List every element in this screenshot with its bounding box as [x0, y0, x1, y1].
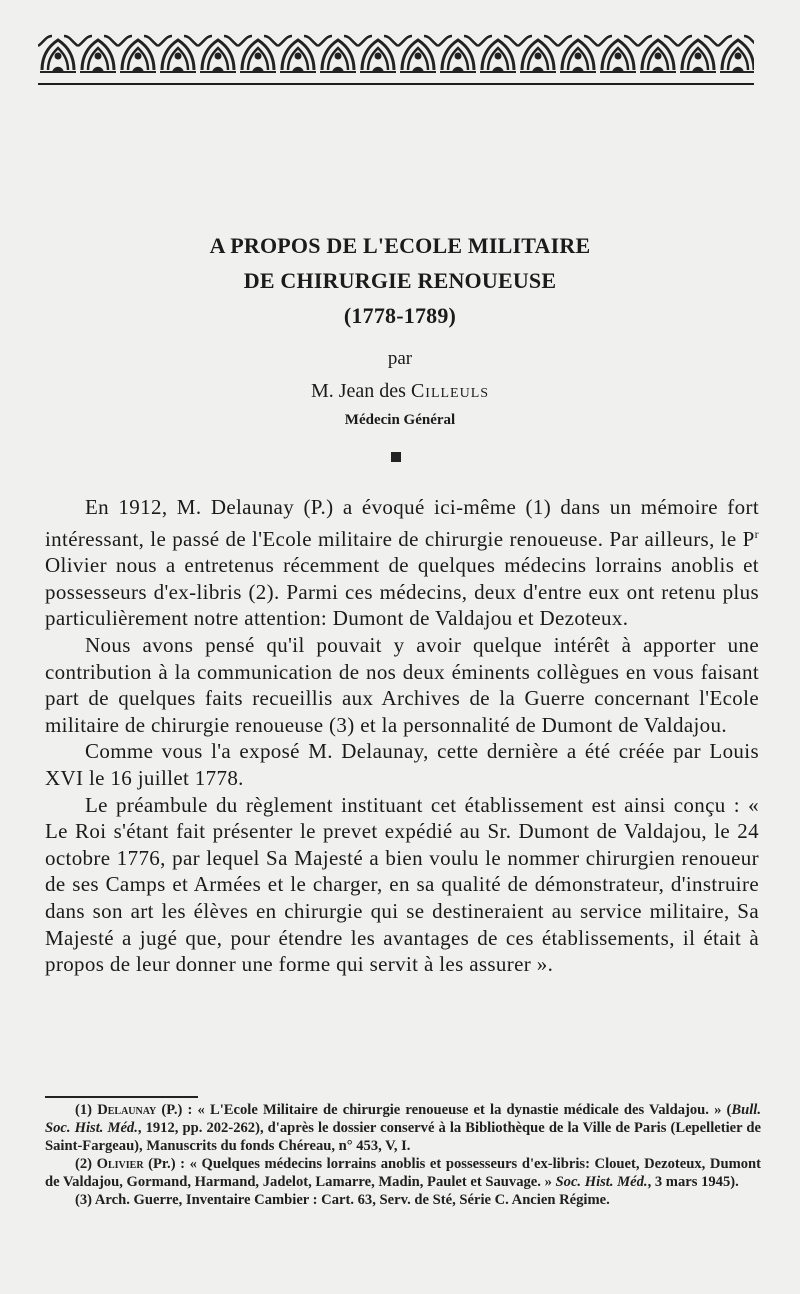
author-rank: Médecin Général: [344, 412, 456, 428]
author-surname: Cilleuls: [410, 380, 490, 402]
paragraph-1: En 1912, M. Delaunay (P.) a évoqué ici-même (1) dans un mémoire fort intéressant, le passé de l'Ecole militaire de chirurgie renoueuse. Par ailleurs, le $P^r$ Olivier nous a entretenus récemment de quelques médecins lorrains anoblis et possesseurs d'ex-libris (2). Parmi ces médecins, deux d'entre eux ont retenu plus particulièrement notre attention: Dumont de Valdajou et Dezoteux.: [45, 495, 759, 631]
article-body: [45, 494, 759, 978]
paragraph-4: Le préambule du règlement instituant cet établissement est ainsi conçu : « Le Roi s'étant fait présenter le prevet expédié au Sr. Dumont de Valdajou, le 24 octobre 1776, par lequel Sa Majesté a bien voulu le nommer chirurgien renoueur de ses Camps et Armées et le charger, en sa qualité de démonstrateur, d'instruire dans son art les élèves en chirurgie qui se destineraient au service militaire, Sa Majesté a jugé que, pour étendre les avantages de ces établissements, il était à propos de leur donner une forme qui servit à les assurer ».: [45, 792, 759, 977]
superscript: r: [754, 526, 759, 541]
author-prefix: M. Jean des: [310, 380, 411, 402]
header-rule: [38, 83, 754, 85]
separator-square-icon: [391, 452, 401, 462]
footnotes: [45, 1102, 761, 1209]
footnote-author: Olivier: [96, 1155, 144, 1172]
article-title-line-2: DE CHIRURGIE RENOUEUSE: [243, 268, 557, 293]
footnote-author: Delaunay: [97, 1102, 157, 1118]
author-name: [0, 380, 800, 403]
footnote-1: (1) Delaunay (P.) : « L'Ecole Militaire de chirurgie renoueuse et la dynastie médicale des Valdajou. » (Bull. Soc. Hist. Méd., 1912, pp. 202-262), d'après le dossier conservé à la Bibliothèque de la Ville de Paris (Lepelletier de Saint-Fargeau), Manuscrits du fonds Chéreau, n° 453, V, I.: [45, 1102, 762, 1154]
footnote-3: (3) Arch. Guerre, Inventaire Cambier : Cart. 63, Serv. de Sté, Série C. Ancien Régime.: [75, 1191, 610, 1208]
article-title-dates: (1778-1789): [343, 303, 457, 328]
paragraph-2: Nous avons pensé qu'il pouvait y avoir quelque intérêt à apporter une contribution à la communication de nos deux éminents collègues en vous faisant part de quelques faits recueillis aux Archives de la Guerre concernant l'Ecole militaire de chirurgie renoueuse (3) et la personnalité de Dumont de Valdajou.: [45, 632, 759, 737]
fleuron-border-ornament-icon: [38, 32, 754, 78]
byline: par: [387, 348, 413, 369]
paragraph-3: Comme vous l'a exposé M. Delaunay, cette dernière a été créée par Louis XVI le 16 juillet 1778.: [45, 739, 759, 790]
footnote-rule: [45, 1096, 198, 1098]
footnote-2: (2) Olivier (Pr.) : « Quelques médecins lorrains anoblis et possesseurs d'ex-libris: Clouet, Dezoteux, Dumont de Valdajou, Gormand, Harmand, Jadelot, Lamarre, Madin, Paulet et Sauvage. » Soc. Hist. Méd., 3 mars 1945).: [45, 1155, 761, 1190]
article-title-line-1: A PROPOS DE L'ECOLE MILITAIRE: [209, 233, 591, 258]
